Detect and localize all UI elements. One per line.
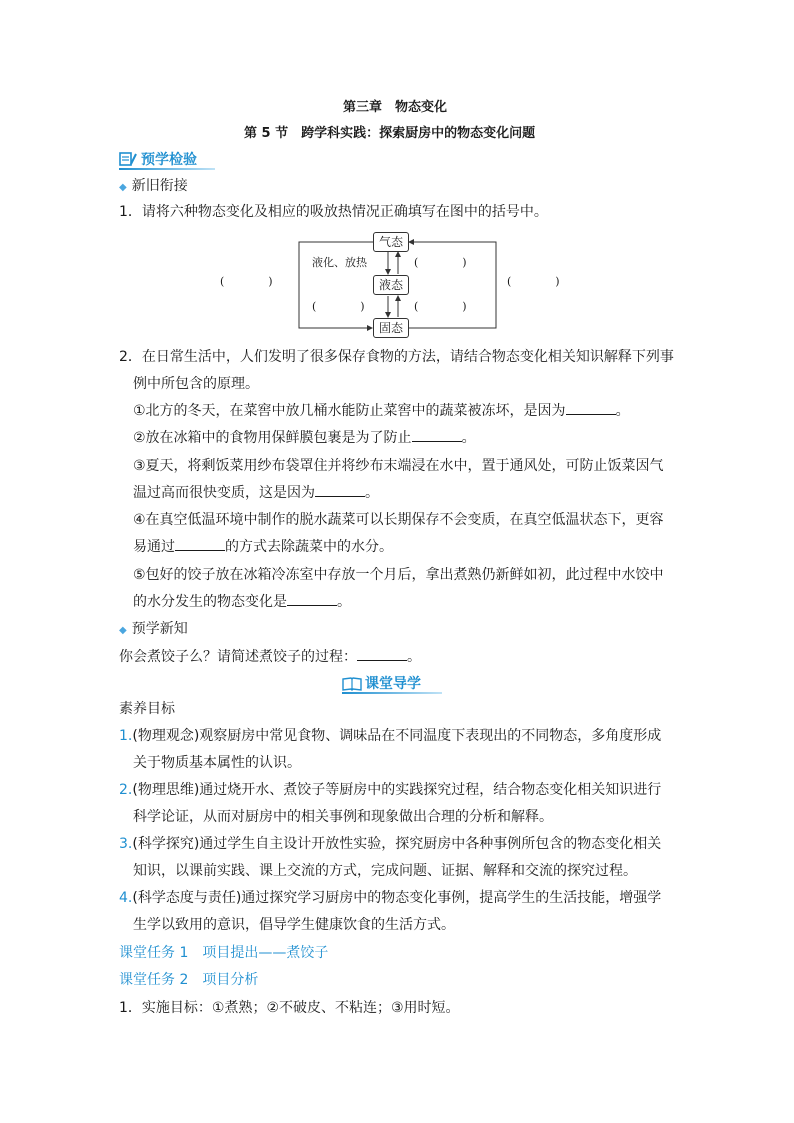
preview-badge bbox=[119, 149, 197, 169]
bracket-outer-left: ( ) bbox=[220, 275, 273, 288]
goals-title: 素养目标 bbox=[119, 701, 175, 717]
q2-item-1: ①北方的冬天，在菜窖中放几桶水能防止菜窖中的蔬菜被冻坏，是因为 。 bbox=[133, 403, 630, 419]
class-badge-underline bbox=[342, 692, 442, 694]
q2-item-5-line2: 的水分发生的物态变化是 。 bbox=[133, 594, 351, 610]
solid-state-box: 固态 bbox=[373, 318, 409, 338]
bracket-outer-right: ( ) bbox=[507, 275, 560, 288]
class-task-2: 课堂任务 2 项目分析 bbox=[119, 972, 259, 988]
goal-1-line1: 1.(物理观念)观察厨房中常见食物、调味品在不同温度下表现出的不同物态，多角度形成 bbox=[119, 728, 662, 744]
implementation-goal: 1．实施目标：①煮熟；②不破皮、不粘连；③用时短。 bbox=[119, 1000, 460, 1016]
given-label: 液化、放热 bbox=[312, 256, 367, 269]
answer-blank[interactable] bbox=[175, 538, 225, 551]
pencil-book-icon bbox=[119, 151, 137, 167]
section-title: 第 5 节 跨学科实践：探索厨房中的物态变化问题 bbox=[244, 126, 536, 141]
open-book-icon bbox=[342, 676, 362, 690]
bracket-liquid-solid-left: ( ) bbox=[312, 300, 365, 313]
question-new: 你会煮饺子么？请简述煮饺子的过程： 。 bbox=[119, 649, 421, 665]
goal-1-line2: 关于物质基本属性的认识。 bbox=[133, 755, 301, 771]
q2-item-4-line2: 易通过 的方式去除蔬菜中的水分。 bbox=[133, 539, 393, 555]
goal-2-line1: 2.(物理思维)通过烧开水、煮饺子等厨房中的实践探究过程，结合物态变化相关知识进行 bbox=[119, 782, 662, 798]
class-task-1: 课堂任务 1 项目提出——煮饺子 bbox=[119, 945, 329, 961]
subsection-new: ◆ 预学新知 bbox=[119, 621, 188, 637]
question-2-line2: 例中所包含的原理。 bbox=[133, 376, 259, 392]
answer-blank[interactable] bbox=[357, 648, 407, 661]
answer-blank[interactable] bbox=[412, 429, 462, 442]
diamond-icon: ◆ bbox=[119, 182, 127, 193]
q2-item-2: ②放在冰箱中的食物用保鲜膜包裹是为了防止 。 bbox=[133, 430, 476, 446]
preview-badge-label: 预学检验 bbox=[141, 152, 197, 168]
goal-4-line1: 4.(科学态度与责任)通过探究学习厨房中的物态变化事例，提高学生的生活技能，增强学 bbox=[119, 890, 662, 906]
question-2-line1: 2．在日常生活中，人们发明了很多保存食物的方法，请结合物态变化相关知识解释下列事 bbox=[119, 349, 674, 365]
chapter-title: 第三章 物态变化 bbox=[343, 100, 448, 115]
preview-badge-underline bbox=[119, 168, 215, 170]
gas-state-box: 气态 bbox=[373, 232, 409, 252]
class-badge bbox=[342, 673, 421, 693]
answer-blank[interactable] bbox=[566, 402, 616, 415]
class-badge-label: 课堂导学 bbox=[365, 676, 421, 692]
bracket-liquid-solid-right: ( ) bbox=[414, 300, 467, 313]
question-1: 1．请将六种物态变化及相应的吸放热情况正确填写在图中的括号中。 bbox=[119, 204, 548, 220]
goal-2-line2: 科学论证，从而对厨房中的相关事例和现象做出合理的分析和解释。 bbox=[133, 809, 553, 825]
q2-item-5-line1: ⑤包好的饺子放在冰箱冷冻室中存放一个月后，拿出煮熟仍新鲜如初，此过程中水饺中 bbox=[133, 567, 664, 583]
goal-4-line2: 生学以致用的意识，倡导学生健康饮食的生活方式。 bbox=[133, 917, 455, 933]
diamond-icon: ◆ bbox=[119, 625, 127, 636]
subsection-old-new: ◆ 新旧衔接 bbox=[119, 178, 188, 194]
state-change-diagram bbox=[210, 226, 590, 338]
q2-item-4-line1: ④在真空低温环境中制作的脱水蔬菜可以长期保存不会变质，在真空低温状态下，更容 bbox=[133, 512, 664, 528]
q2-item-3-line1: ③夏天，将剩饭菜用纱布袋罩住并将纱布末端浸在水中，置于通风处，可防止饭菜因气 bbox=[133, 458, 664, 474]
goal-3-line1: 3.(科学探究)通过学生自主设计开放性实验，探究厨房中各种事例所包含的物态变化相关 bbox=[119, 836, 662, 852]
q2-item-3-line2: 温过高而很快变质，这是因为 。 bbox=[133, 485, 379, 501]
answer-blank[interactable] bbox=[315, 484, 365, 497]
bracket-gas-liquid-right: ( ) bbox=[414, 256, 467, 269]
liquid-state-box: 液态 bbox=[373, 275, 409, 295]
answer-blank[interactable] bbox=[287, 593, 337, 606]
goal-3-line2: 知识，以课前实践、课上交流的方式，完成问题、证据、解释和交流的探究过程。 bbox=[133, 863, 637, 879]
